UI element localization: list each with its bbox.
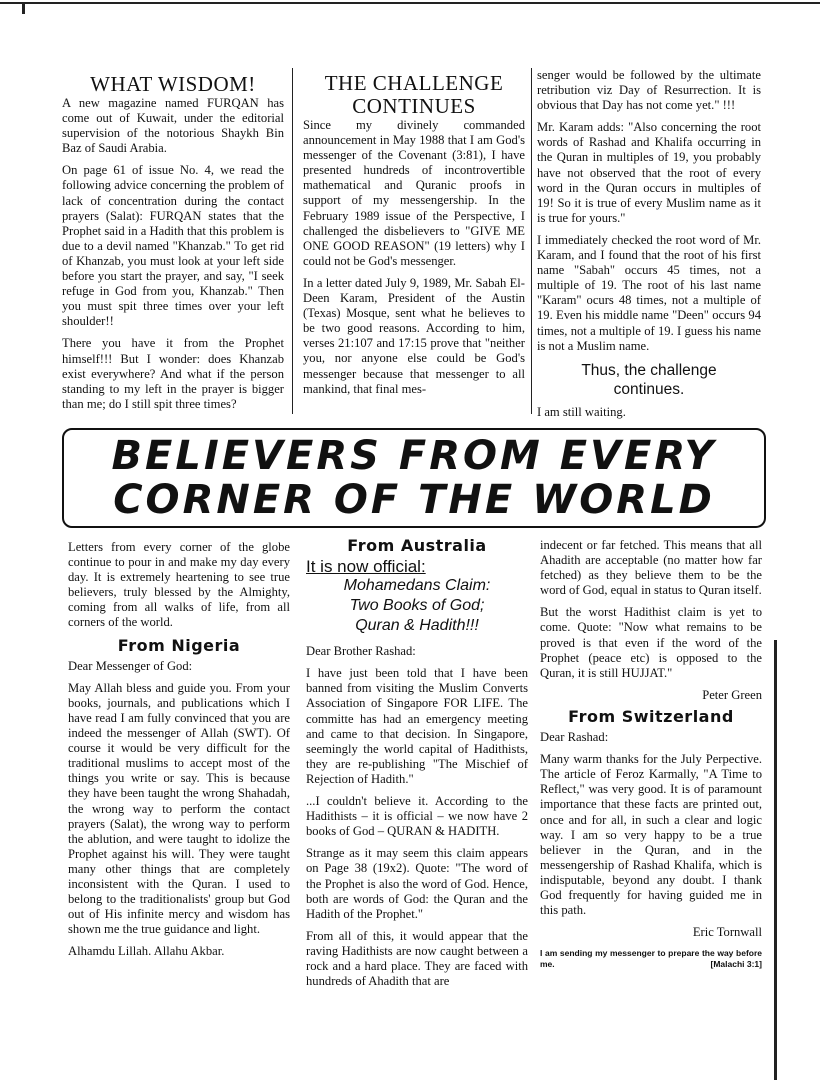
- corner-mark: [22, 4, 25, 14]
- paragraph: I have just been told that I have been banned from visiting the Muslim Converts Association of Singapore FOR LIFE. The committe has had an emergency meeting and came to that decision. In Singapore, seemingly the world capital of Hadithists, they are re-publishing "The Mischief of Rejection of Hadith.": [306, 666, 528, 786]
- paragraph: Dear Messenger of God:: [68, 658, 193, 673]
- paragraph: Strange as it may seem this claim appears on Page 38 (19x2). Quote: "The word of the Prophet is also the word of God. Hence, both are words of God: the Quran and the Hadith of the Prophet.": [306, 846, 528, 921]
- article-challenge-continued: [537, 68, 761, 427]
- banner-line: CORNER OF THE WORLD: [113, 477, 715, 523]
- paragraph: Many warm thanks for the July Perpective. The article of Feroz Karmally, "A Time to Reflect," was very good. It is of paramount importance that these facts are printed out, once and for all, in such a clear and logic way. I am so very happy to be a true believer in the Quran, and in the messengership of Rashad Khalifa, which is indisputable, beyond any doubt. I thank God frequently for having guided me in this path.: [540, 752, 762, 918]
- note-reference: [Malachi 3:1]: [710, 959, 762, 970]
- paragraph: Alhamdu Lillah. Allahu Akbar.: [68, 944, 225, 959]
- paragraph: indecent or far fetched. This means that all Ahadith are acceptable (no matter how far fetched) as they believe them to be the word of God, equal in status to Quran itself.: [540, 538, 762, 598]
- clipping-headline: It is now official:: [306, 557, 426, 577]
- letters-column-3: [540, 538, 762, 970]
- subhead-nigeria: From Nigeria: [117, 635, 241, 655]
- top-rule: [0, 2, 820, 4]
- paragraph: Dear Rashad:: [540, 730, 609, 745]
- note-text: I am sending my messenger to prepare the way before me.: [540, 948, 762, 970]
- subhead-australia: From Australia: [347, 536, 487, 555]
- paragraph: On page 61 of issue No. 4, we read the following advice concerning the problem of lack of concentration during the contact prayers (Salat): FURQAN states that the Prophet said in a Hadith that this problem is due to a devil named "Khanzab." To get rid of Khanzab, you must look at your left side before you start the prayer, and say, "I seek refuge in God from you, Khanzab." Then you must spit three times over your left shoulder!!: [62, 163, 284, 329]
- clipping-line: Two Books of God;: [349, 597, 485, 615]
- closing-line: Thus, the challenge: [581, 361, 717, 379]
- heading-line: THE CHALLENGE: [324, 71, 504, 95]
- banner-line: BELIEVERS FROM EVERY: [111, 433, 717, 479]
- paragraph: ...I couldn't believe it. According to the Hadithists – it is official – we now have 2 books of God – QURAN & HADITH.: [306, 794, 528, 839]
- signature-peter-green: Peter Green: [702, 687, 762, 702]
- believers-banner: [62, 428, 766, 528]
- clipping-line: Mohamedans Claim:: [343, 577, 491, 595]
- article-challenge: [303, 72, 525, 404]
- article-what-wisdom: [62, 72, 284, 419]
- scripture-note: [540, 948, 762, 970]
- closing-statement: [537, 361, 761, 399]
- paragraph: Letters from every corner of the globe continue to pour in and make my day every day. It is extremely heartening to see true believers, truly blessed by the Almighty, coming from all walks of life, from all corners of the world.: [68, 540, 290, 630]
- letters-column-2: [306, 538, 528, 996]
- paragraph: Dear Brother Rashad:: [306, 644, 416, 659]
- heading-line: CONTINUES: [352, 94, 476, 118]
- paragraph: But the worst Hadithist claim is yet to come. Quote: "Now what remains to be proved is that even if the word of the Prophet (peace etc) is opposed to the Quran, it is still HUJJAT.": [540, 605, 762, 680]
- paragraph: May Allah bless and guide you. From your books, journals, and publications which I have read I am fully convinced that you are indeed the messenger of Allah (SWT). Of course it would be very difficult for the traditional muslims to accept most of the things you write or say. This is because they have been taught the wrong Shahadah, the wrong way to perform the contact prayers (Salat), the wrong way to perform the ablution, and were taught to idolize the Prophet against his will. They were taught many other things that are completely inconsistent with the Quran. I used to belong to the traditionalists' group but God out of His infinite mercy and wisdom has shown me the true guidance and light.: [68, 680, 290, 937]
- closing-line: continues.: [613, 380, 685, 398]
- clipping-subheadline: [306, 576, 528, 636]
- heading-challenge: [303, 72, 525, 118]
- column-divider: [531, 68, 532, 414]
- paragraph: I immediately checked the root word of Mr. Karam, and I found that the root of his first name "Sabah" occurs 45 times, not a multiple of 19. The root of his last name "Karam" ocurs 48 times, not a multiple of 19. Even his middle name "Deen" occurs 94 times, not a multiple of 19. I guess his name is not a Muslim name.: [537, 232, 761, 353]
- letters-column-1: [68, 540, 290, 966]
- clipping-line: Quran & Hadith!!!: [355, 617, 479, 635]
- paragraph: senger would be followed by the ultimate retribution viz Day of Resurrection. It is obvious that Day has not come yet." !!!: [537, 68, 761, 113]
- paragraph: From all of this, it would appear that the raving Hadithists are now caught between a rock and a hard place. They are faced with hundreds of Ahadith that are: [306, 928, 528, 989]
- subhead-switzerland: From Switzerland: [568, 706, 734, 726]
- paragraph: Mr. Karam adds: "Also concerning the root words of Rashad and Khalifa occurring in the Quran in multiples of 19, you probably have not observed that the root of every word in the Quran occurs in multiples of 19! So it is true of every Muslim name as it is true for yours.": [537, 120, 761, 225]
- heading-what-wisdom: WHAT WISDOM!: [90, 72, 256, 96]
- page-edge-bar: [774, 640, 777, 1080]
- paragraph: I am still waiting.: [537, 404, 626, 419]
- paragraph: In a letter dated July 9, 1989, Mr. Sabah El-Deen Karam, President of the Austin (Texas) Mosque, sent what he believes to be two good reasons. According to him, verses 21:107 and 17:15 prove that "neither you, nor anyone else could be God's messenger because that messenger to all mankind, that final mes-: [303, 275, 525, 396]
- paragraph: There you have it from the Prophet himself!!! But I wonder: does Khanzab exist everywhere? And what if the person standing to my left in the prayer is bigger than me; do I still spit three times?: [62, 336, 284, 411]
- paragraph: Since my divinely commanded announcement in May 1988 that I am God's messenger of the Covenant (3:81), I have presented hundreds of incontrovertible mathematical and Quranic proofs in support of my messengership. In the February 1989 issue of the Perspective, I challenged the disbelievers to "GIVE ME ONE GOOD REASON" (19 letters) why I could not be God's messenger.: [303, 118, 525, 268]
- paragraph: A new magazine named FURQAN has come out of Kuwait, under the editorial supervision of the notorious Shaykh Bin Baz of Saudi Arabia.: [62, 96, 284, 156]
- column-divider: [292, 68, 293, 414]
- signature-eric-tornwall: Eric Tornwall: [692, 925, 762, 940]
